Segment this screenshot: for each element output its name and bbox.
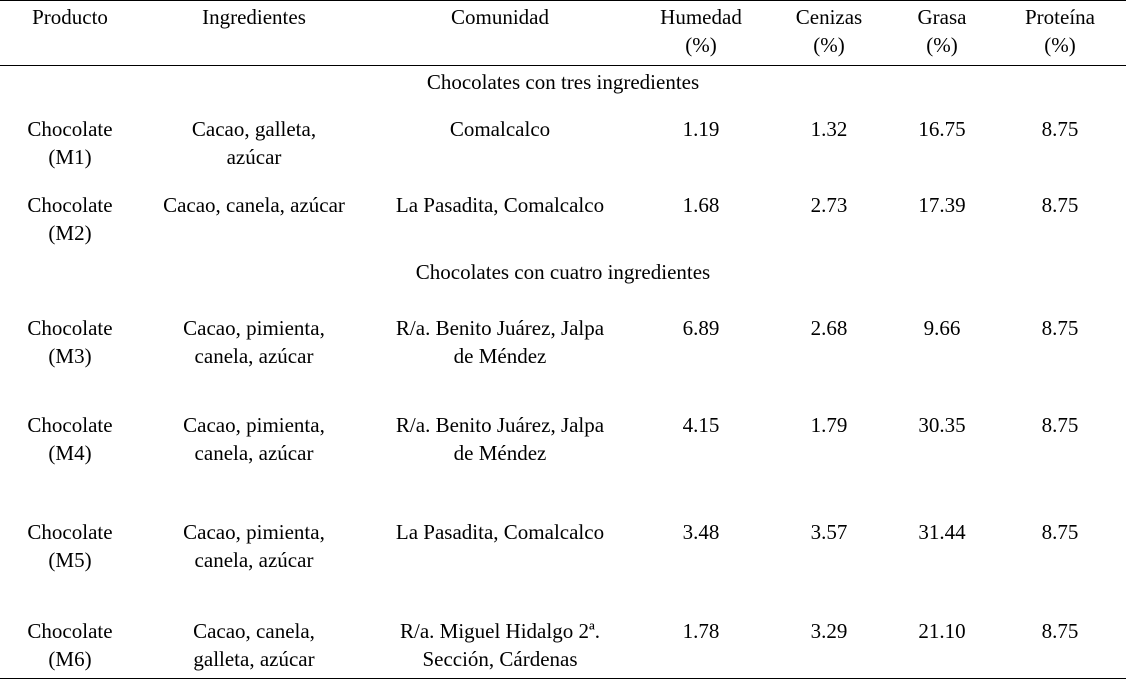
row-m3-producto <box>0 314 140 370</box>
row-m5-producto <box>0 518 140 574</box>
row-m2-comunidad <box>370 191 630 219</box>
table-cell: canela, azúcar <box>194 344 314 368</box>
table-cell: (M3) <box>48 344 92 368</box>
table-cell: Cacao, pimienta, <box>183 520 325 544</box>
row-m4-cenizas: 1.79 <box>810 413 848 437</box>
row-m2-proteina: 8.75 <box>1041 193 1079 217</box>
header-humedad <box>640 3 762 59</box>
row-m6-ingredientes <box>140 617 368 673</box>
table-cell: galleta, azúcar <box>193 647 315 671</box>
table-cell: Sección, Cárdenas <box>422 647 578 671</box>
table-cell: canela, azúcar <box>194 441 314 465</box>
row-m6-producto <box>0 617 140 673</box>
row-m5-ingredientes <box>140 518 368 574</box>
section-title-cuatro: Chocolates con cuatro ingredientes <box>415 260 711 284</box>
row-m1-proteina: 8.75 <box>1041 117 1079 141</box>
row-m6-comunidad <box>370 617 630 673</box>
table-cell: Cacao, canela, <box>193 619 315 643</box>
table-cell: R/a. Benito Juárez, Jalpa <box>395 316 605 340</box>
table-cell: Cacao, galleta, <box>191 117 317 141</box>
table-cell: (M6) <box>48 647 92 671</box>
row-m2-ingredientes <box>140 191 368 219</box>
header-grasa-line2: (%) <box>926 33 958 57</box>
table-cell: Cacao, canela, azúcar <box>163 193 345 217</box>
header-proteina-line1: Proteína <box>1025 5 1095 29</box>
header-producto: Producto <box>32 5 108 29</box>
table-cell: de Méndez <box>453 441 547 465</box>
header-humedad-line2: (%) <box>685 33 717 57</box>
row-m2-cenizas: 2.73 <box>810 193 848 217</box>
table-cell: Chocolate <box>27 619 113 643</box>
row-m2-producto <box>0 191 140 247</box>
table-cell: (M5) <box>48 548 92 572</box>
row-m4-comunidad <box>370 411 630 467</box>
bottom-rule <box>0 678 1126 679</box>
row-m6-cenizas: 3.29 <box>810 619 848 643</box>
table-cell: Chocolate <box>27 520 113 544</box>
table-cell: La Pasadita, Comalcalco <box>395 520 605 544</box>
top-rule <box>0 0 1126 1</box>
row-m2-humedad: 1.68 <box>682 193 720 217</box>
header-grasa-line1: Grasa <box>917 5 967 29</box>
row-m1-humedad: 1.19 <box>682 117 720 141</box>
header-grasa <box>882 3 1002 59</box>
table-cell: Cacao, pimienta, <box>183 316 325 340</box>
table-cell: R/a. Miguel Hidalgo 2ª. <box>399 619 601 643</box>
table-cell: Chocolate <box>27 193 113 217</box>
row-m3-ingredientes <box>140 314 368 370</box>
table-cell: (M1) <box>48 145 92 169</box>
row-m4-grasa: 30.35 <box>918 413 966 437</box>
table-cell: Comalcalco <box>449 117 551 141</box>
row-m1-cenizas: 1.32 <box>810 117 848 141</box>
row-m5-proteina: 8.75 <box>1041 520 1079 544</box>
table-cell: R/a. Benito Juárez, Jalpa <box>395 413 605 437</box>
header-cenizas-line2: (%) <box>813 33 845 57</box>
header-proteina <box>1000 3 1120 59</box>
row-m4-ingredientes <box>140 411 368 467</box>
header-cenizas <box>770 3 888 59</box>
row-m3-proteina: 8.75 <box>1041 316 1079 340</box>
header-cenizas-line1: Cenizas <box>795 5 863 29</box>
row-m5-grasa: 31.44 <box>918 520 966 544</box>
table-cell: (M2) <box>48 221 92 245</box>
section-title-tres: Chocolates con tres ingredientes <box>426 70 700 94</box>
row-m4-proteina: 8.75 <box>1041 413 1079 437</box>
table-cell: Chocolate <box>27 316 113 340</box>
row-m2-grasa: 17.39 <box>918 193 966 217</box>
header-humedad-line1: Humedad <box>660 5 742 29</box>
row-m6-humedad: 1.78 <box>682 619 720 643</box>
row-m4-humedad: 4.15 <box>682 413 720 437</box>
header-ingredientes: Ingredientes <box>202 5 306 29</box>
table-cell: de Méndez <box>453 344 547 368</box>
row-m1-ingredientes <box>140 115 368 171</box>
row-m6-grasa: 21.10 <box>918 619 966 643</box>
row-m1-producto <box>0 115 140 171</box>
table-cell: Chocolate <box>27 413 113 437</box>
header-comunidad: Comunidad <box>451 5 549 29</box>
table-cell: Cacao, pimienta, <box>183 413 325 437</box>
header-rule <box>0 65 1126 66</box>
table-cell: azúcar <box>226 145 282 169</box>
row-m3-humedad: 6.89 <box>682 316 720 340</box>
row-m6-proteina: 8.75 <box>1041 619 1079 643</box>
header-proteina-line2: (%) <box>1044 33 1076 57</box>
row-m1-grasa: 16.75 <box>918 117 966 141</box>
row-m5-cenizas: 3.57 <box>810 520 848 544</box>
row-m5-humedad: 3.48 <box>682 520 720 544</box>
table-cell: (M4) <box>48 441 92 465</box>
table-cell: Chocolate <box>27 117 113 141</box>
row-m3-grasa: 9.66 <box>923 316 961 340</box>
row-m5-comunidad <box>370 518 630 546</box>
table-cell: canela, azúcar <box>194 548 314 572</box>
row-m4-producto <box>0 411 140 467</box>
row-m1-comunidad <box>370 115 630 143</box>
row-m3-comunidad <box>370 314 630 370</box>
table-cell: La Pasadita, Comalcalco <box>395 193 605 217</box>
row-m3-cenizas: 2.68 <box>810 316 848 340</box>
